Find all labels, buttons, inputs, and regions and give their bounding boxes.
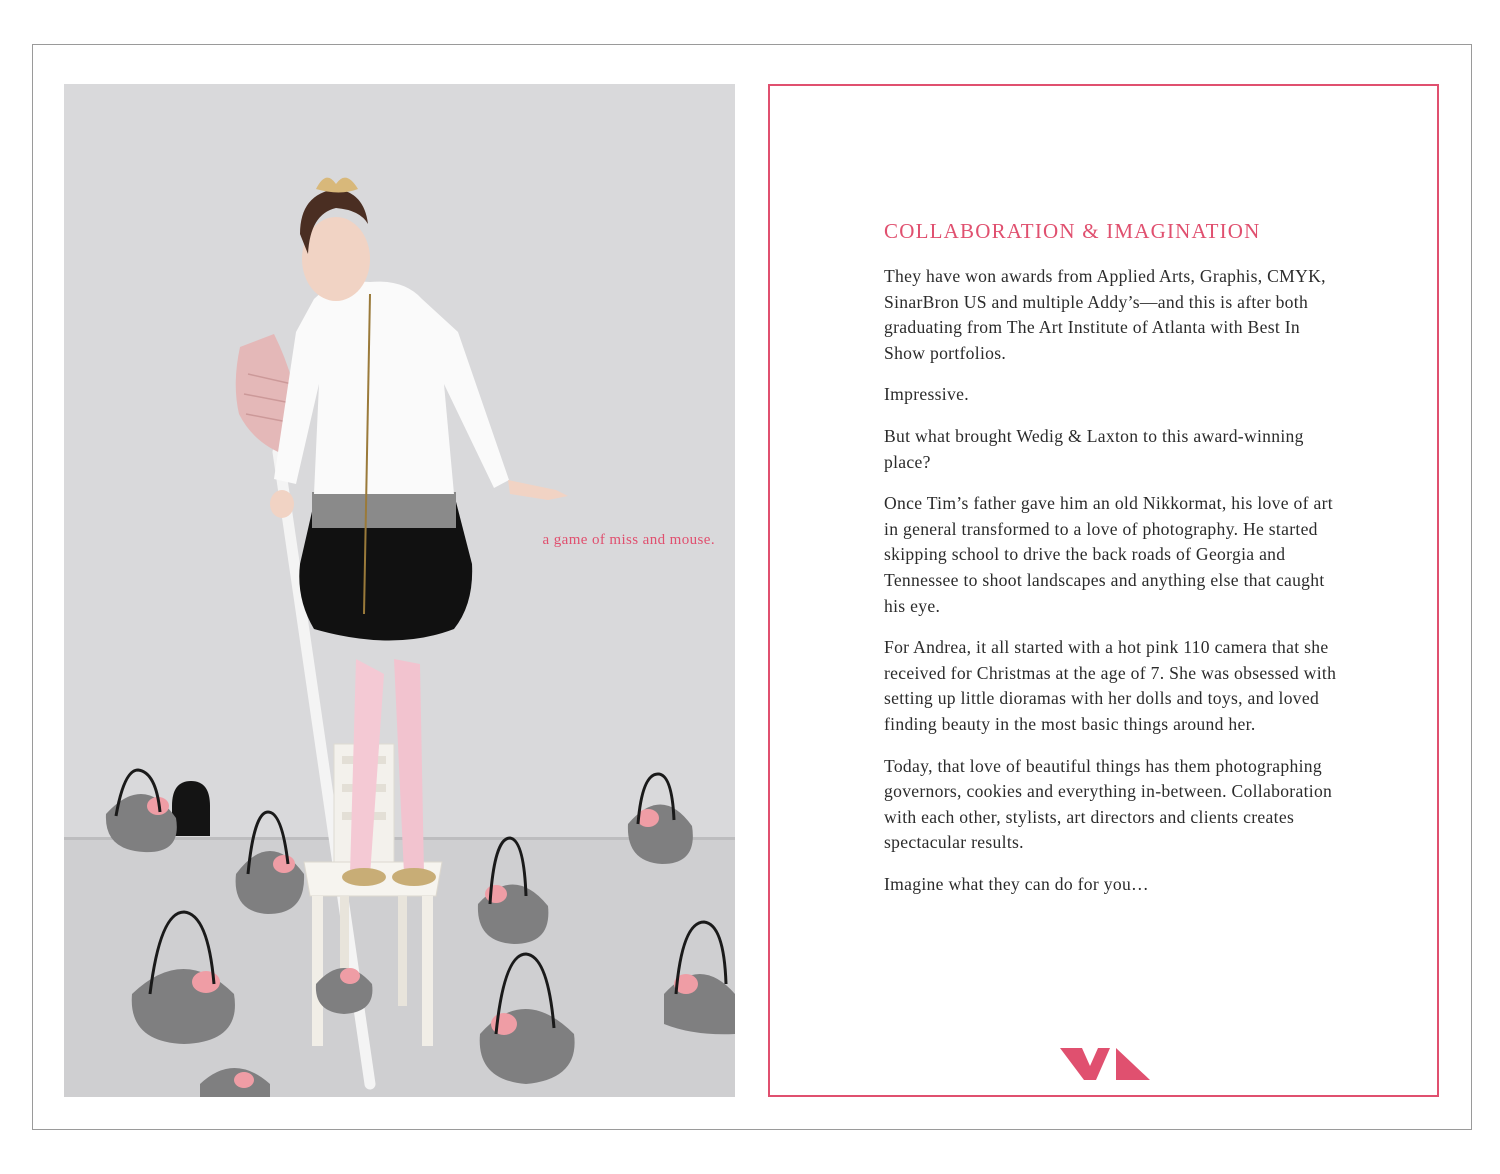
paragraph-question: But what brought Wedig & Laxton to this award-winning place?	[884, 425, 1304, 472]
paragraph-tim: Once Tim’s father gave him an old Nikkormat, his love of art in general transformed to a love of photography. He started skipping school to drive the back roads of Georgia and Tennessee to shoot landscapes and anything else that caught his eye.	[884, 493, 1333, 616]
photo-caption: a game of miss and mouse.	[542, 532, 715, 548]
paragraph-andrea: For Andrea, it all started with a hot pink 110 camera that she received for Christmas at the age of 7. She was obsessed with setting up little dioramas with her dolls and toys, and loved finding beauty in the most basic things around her.	[884, 637, 1337, 734]
article-heading: COLLABORATION & IMAGINATION	[884, 219, 1261, 243]
fashion-photo	[64, 84, 735, 1097]
article-column	[884, 219, 1344, 913]
photo-illustration	[64, 84, 735, 1097]
paragraph-imagine: Imagine what they can do for you…	[884, 873, 1149, 894]
paragraph-awards: They have won awards from Applied Arts, Graphis, CMYK, SinarBron US and multiple Addy’s—and this is after both graduating from The Art Institute of Atlanta with Best In Show portfolios.	[884, 266, 1326, 363]
wedig-laxton-logo-icon	[1060, 1046, 1152, 1082]
text-panel	[768, 84, 1439, 1097]
paragraph-today: Today, that love of beautiful things has them photographing governors, cookies and everything in-between. Collaboration with each other, stylists, art directors and clients creates spectacular results.	[884, 755, 1333, 853]
paragraph-impressive: Impressive.	[884, 384, 969, 405]
